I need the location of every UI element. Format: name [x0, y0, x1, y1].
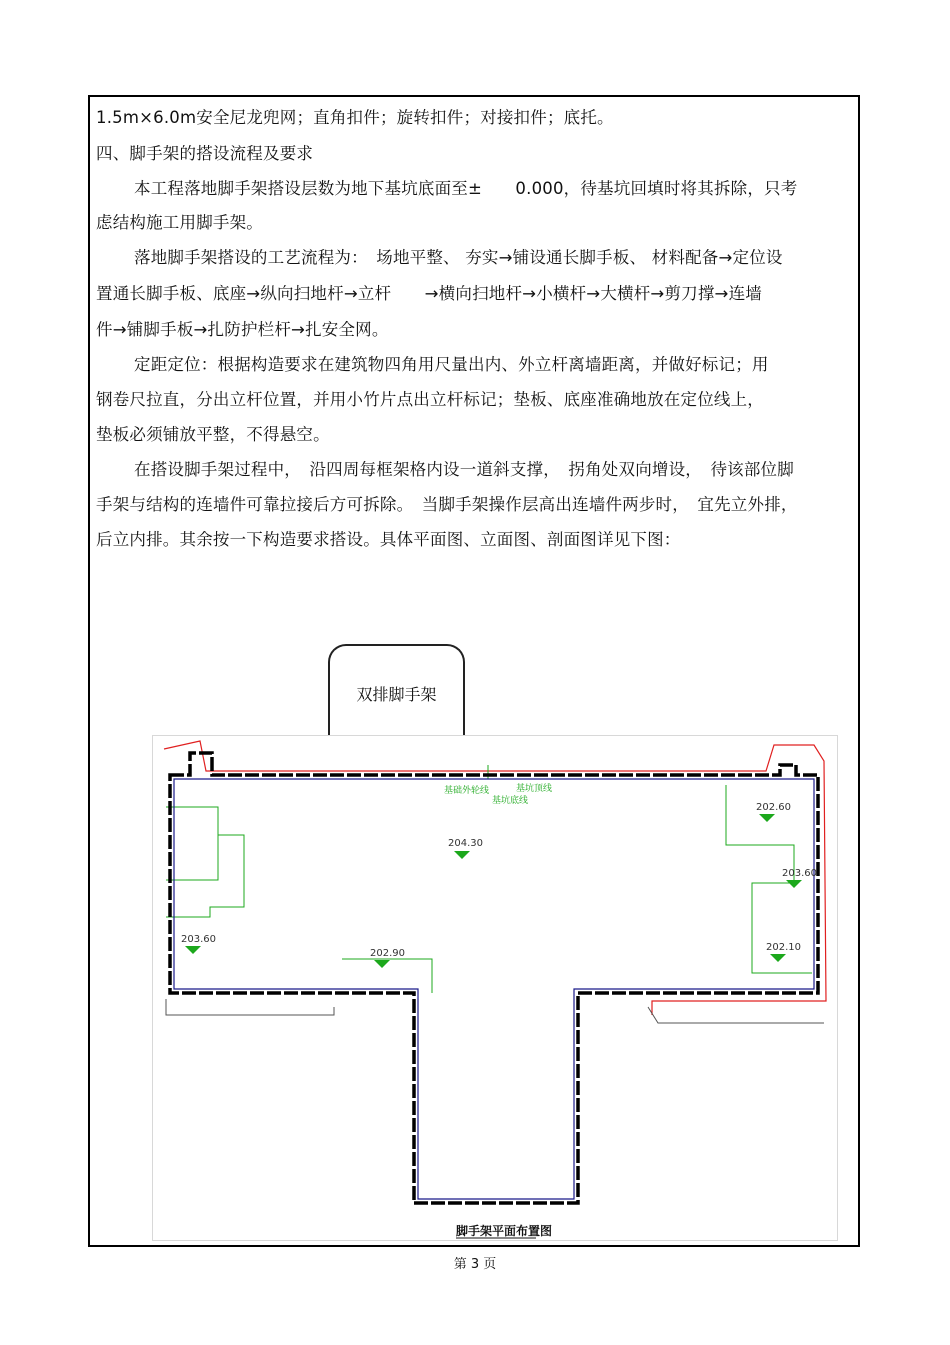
elevation-marker-3 — [786, 880, 802, 888]
green-lines — [166, 765, 812, 993]
text-line-6: 置通长脚手板、底座→纵向扫地杆→立杆 →横向扫地杆→小横杆→大横杆→剪刀撑→连墙 — [96, 284, 762, 303]
section-heading: 四、脚手架的搭设流程及要求 — [96, 144, 314, 163]
elevation-marker-5 — [374, 960, 390, 968]
elevation-label-4: 203.60 — [181, 934, 216, 945]
text-line-4: 虑结构施工用脚手架。 — [96, 213, 263, 232]
plan-note-3: 基坑顶线 — [516, 784, 553, 794]
scaffold-plan-drawing — [152, 735, 840, 1243]
text-line-11: 在搭设脚手架过程中， 沿四周每框架格内设一道斜支撑， 拐角处双向增设， 待该部位脚 — [134, 460, 794, 479]
text-line-7: 件→铺脚手板→扎防护栏杆→扎安全网。 — [96, 320, 389, 339]
elevation-label-5: 202.90 — [370, 948, 405, 959]
plan-title: 脚手架平面布置图 — [456, 1224, 553, 1238]
text-line-5: 落地脚手架搭设的工艺流程为： 场地平整、 夯实→铺设通长脚手板、 材料配备→定位设 — [134, 248, 783, 267]
elevation-marker-6 — [770, 954, 786, 962]
elevation-marker-2 — [759, 814, 775, 822]
scaffold-callout — [328, 644, 465, 736]
callout-label: 双排脚手架 — [356, 685, 437, 704]
elevation-label-2: 202.60 — [756, 802, 791, 813]
scaffold-outline — [170, 753, 818, 1203]
text-line-13: 后立内排。其余按一下构造要求搭设。具体平面图、立面图、剖面图详见下图： — [96, 530, 681, 549]
text-line-10: 垫板必须铺放平整，不得悬空。 — [96, 425, 330, 444]
ground-strip — [166, 999, 334, 1015]
plan-note-2: 基坑底线 — [492, 796, 529, 806]
text-line-9: 钢卷尺拉直，分出立杆位置，并用小竹片点出立杆标记；垫板、底座准确地放在定位线上， — [96, 390, 764, 409]
page-number: 第 3 页 — [453, 1257, 497, 1272]
elevation-marker-1 — [454, 851, 470, 859]
elevation-label-3: 203.60 — [782, 868, 817, 879]
red-outline — [164, 741, 826, 1015]
elevation-label-6: 202.10 — [766, 942, 801, 953]
text-line-1: 1.5m×6.0m安全尼龙兜网；直角扣件；旋转扣件；对接扣件；底托。 — [96, 108, 614, 127]
elevation-marker-4 — [185, 946, 201, 954]
text-line-8: 定距定位：根据构造要求在建筑物四角用尺量出内、外立杆离墙距离，并做好标记；用 — [134, 355, 769, 374]
text-line-12: 手架与结构的连墙件可靠拉接后方可拆除。 当脚手架操作层高出连墙件两步时， 宜先立外排， — [96, 495, 798, 514]
elevation-label-1: 204.30 — [448, 838, 483, 849]
text-line-3: 本工程落地脚手架搭设层数为地下基坑底面至± 0.000，待基坑回填时将其拆除，只考 — [134, 179, 798, 198]
plan-note-1: 基础外轮线 — [444, 786, 490, 796]
